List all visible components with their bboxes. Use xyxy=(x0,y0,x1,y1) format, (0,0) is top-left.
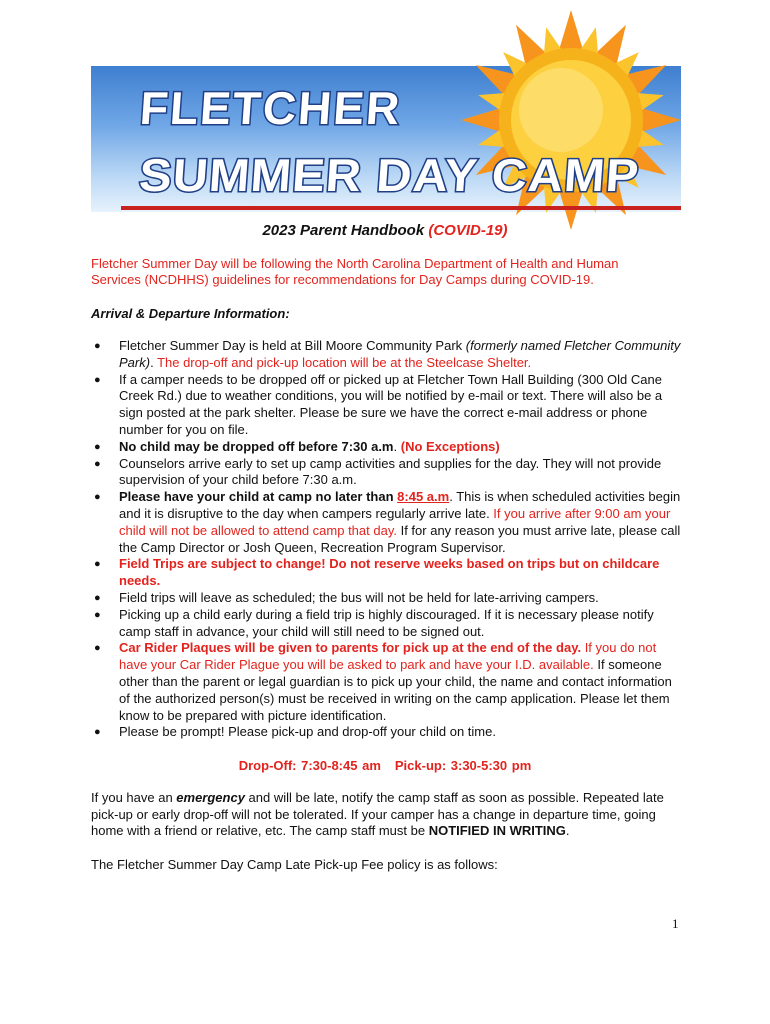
list-item: ● Please be prompt! Please pick-up and drop-off your child on time. xyxy=(94,724,496,740)
list-item: ● If a camper needs to be dropped off or picked up at Fletcher Town Hall Building (300 Old Cane Creek Rd.) due to weather conditions, you will be notified by e-mail or text. There will also be a sign posted at the park shelter. Please be sure we have the correct e-mail address or phone number for you on file. xyxy=(94,371,663,437)
arrival-departure-list xyxy=(91,338,681,741)
title-covid: (COVID-19) xyxy=(428,222,508,239)
list-item: ● Field trips will leave as scheduled; the bus will not be held for late-arriving campers. xyxy=(94,589,599,605)
list-item: ● Car Rider Plaques will be given to parents for pick up at the end of the day. If you do not have your Car Rider Plague you will be asked to park and have your I.D. available. If someone other than the parent or legal guardian is to pick up your child, the name and contact information of the authorized person(s) must be received in writing on the camp application. Please let them know to be prepared with picture identification. xyxy=(94,640,672,723)
banner-red-rule xyxy=(121,206,681,210)
title-main: 2023 Parent Handbook xyxy=(262,222,429,239)
bullet-icon: ● xyxy=(94,558,101,571)
list-item: ● Counselors arrive early to set up camp activities and supplies for the day. They will not provide supervision of your child before 7:30 a.m. xyxy=(94,455,662,488)
camp-logo xyxy=(91,66,681,212)
dropoff-pickup-times xyxy=(0,758,770,773)
list-item: ● Fletcher Summer Day is held at Bill Moore Community Park (formerly named Fletcher Community Park). The drop-off and pick-up location will be at the Steelcase Shelter. xyxy=(94,338,681,370)
bullet-icon: ● xyxy=(94,373,101,386)
bullet-icon: ● xyxy=(94,642,101,655)
emergency-paragraph: If you have an emergency and will be late, notify the camp staff as soon as possible. Repeated late pick-up or early drop-off will not be tolerated. If your camper has a change in departure time, going home with a friend or relative, etc. The camp staff must be NOTIFIED IN WRITING. xyxy=(91,790,664,838)
list-item: ● Field Trips are subject to change! Do not reserve weeks based on trips but on childcare needs. xyxy=(94,556,660,589)
pickup-time: Pick-up: 3:30-5:30 pm xyxy=(394,758,532,773)
bullet-icon: ● xyxy=(94,340,101,352)
bullet-icon: ● xyxy=(94,608,101,621)
bullet-icon: ● xyxy=(94,591,101,604)
bullet-icon: ● xyxy=(94,440,101,453)
intro-paragraph: Fletcher Summer Day will be following the North Carolina Department of Health and Human Services (NCDHHS) guidelines for recommendations for Day Camps during COVID-19. xyxy=(91,256,619,287)
bullet-icon: ● xyxy=(94,726,101,739)
list-item: ● No child may be dropped off before 7:30 a.m. (No Exceptions) xyxy=(94,438,500,454)
bullet-icon: ● xyxy=(94,457,101,470)
handbook-title xyxy=(0,222,770,239)
logo-line-summer-day-camp: SUMMER DAY CAMP xyxy=(137,149,614,201)
dropoff-time: Drop-Off: 7:30-8:45 am xyxy=(238,758,381,773)
late-fee-policy-intro: The Fletcher Summer Day Camp Late Pick-up Fee policy is as follows: xyxy=(91,857,498,872)
section-heading: Arrival & Departure Information: xyxy=(91,306,290,321)
camp-banner xyxy=(91,66,681,212)
page-number: 1 xyxy=(672,916,679,931)
list-item: ● Picking up a child early during a field trip is highly discouraged. If it is necessary please notify camp staff in advance, your child will still need to be signed out. xyxy=(94,606,654,639)
list-item: ● Please have your child at camp no later than 8:45 a.m. This is when scheduled activities begin and it is disruptive to the day when campers regularly arrive late. If you arrive after 9:00 am your child will not be allowed to attend camp that day. If for any reason you must arrive late, please call the Camp Director or Josh Queen, Recreation Program Supervisor. xyxy=(94,489,681,555)
logo-line-fletcher: FLETCHER xyxy=(138,82,404,134)
bullet-icon: ● xyxy=(94,491,101,504)
